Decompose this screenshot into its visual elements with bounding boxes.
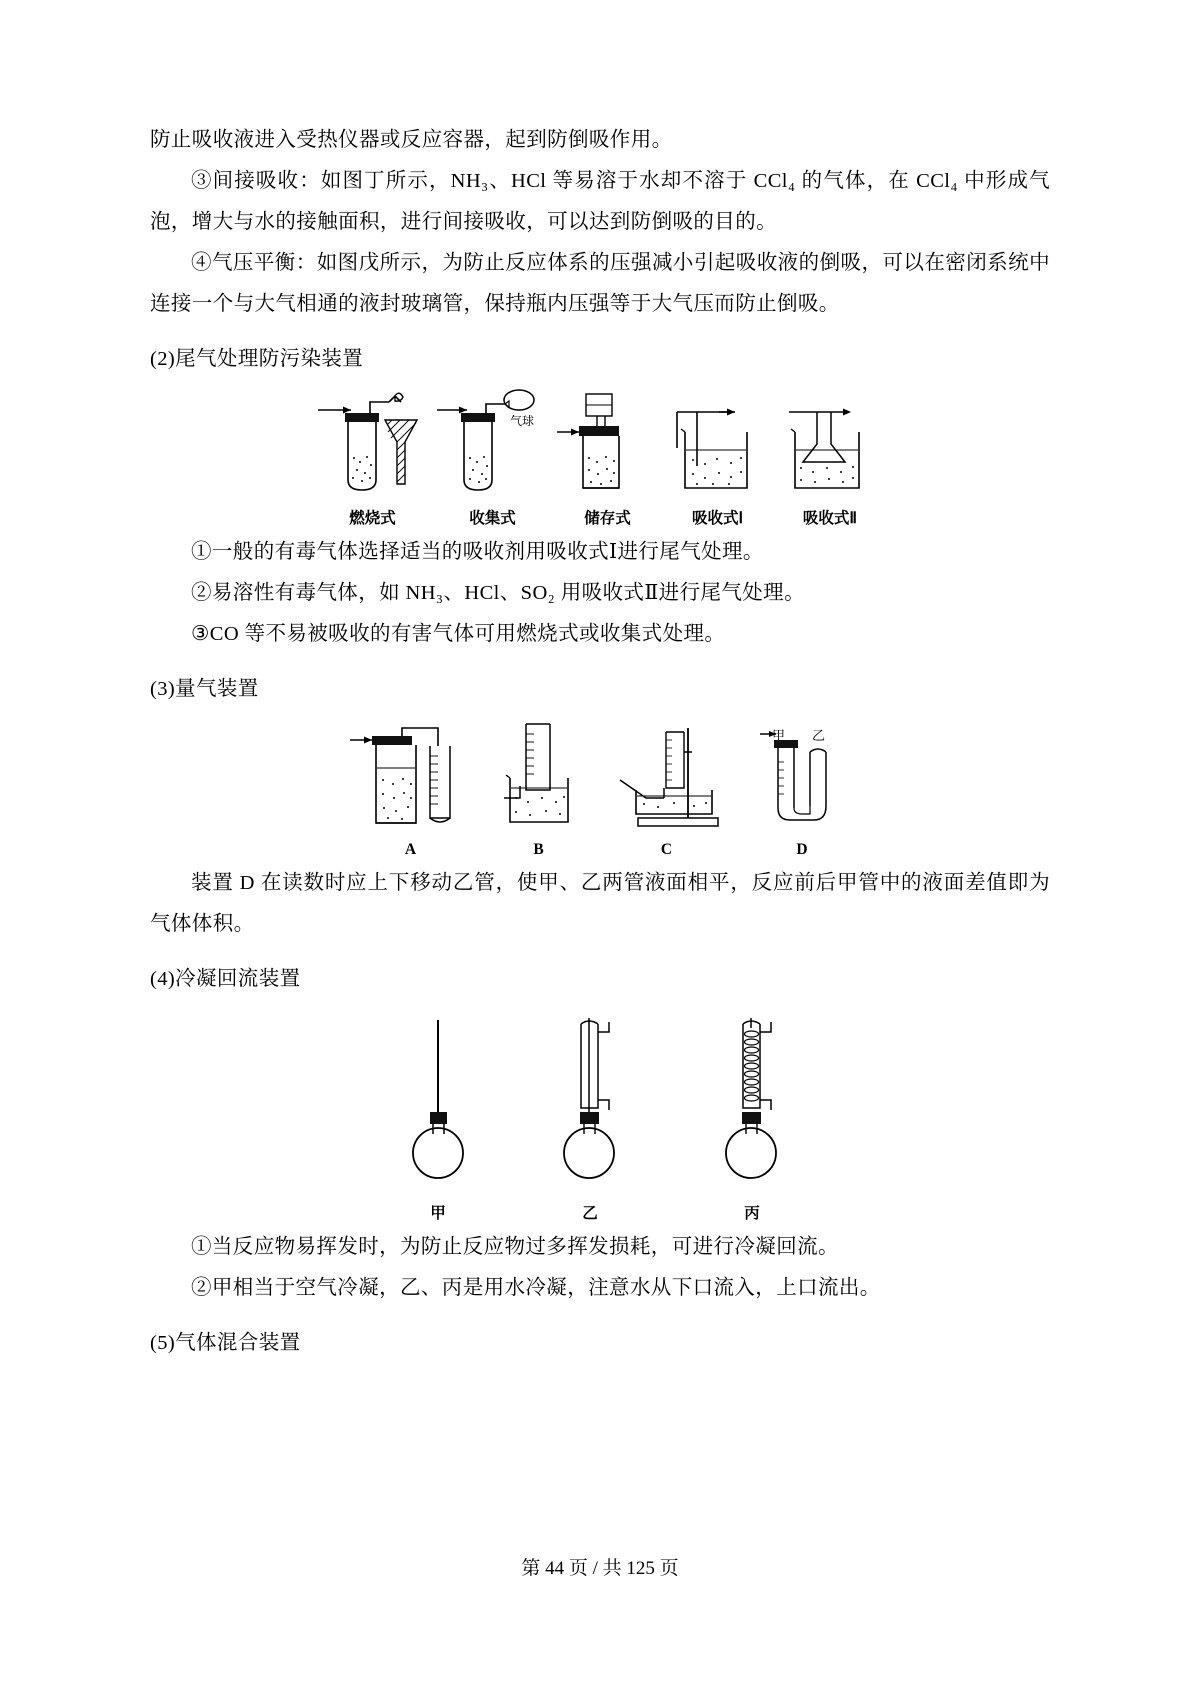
- figure-caption: A: [404, 841, 417, 858]
- water-condenser-straight-drawing: [545, 1008, 635, 1198]
- section-2-note-2: ②易溶性有毒气体，如 NH₃、HCl、SO₂ 用吸收式Ⅱ进行尾气处理。: [191, 582, 805, 604]
- storage-device-drawing: [553, 388, 663, 503]
- water-condenser-coil-drawing: [707, 1008, 797, 1198]
- combustion-device-drawing: [313, 388, 433, 503]
- figure-reflux-bing: [707, 1008, 797, 1223]
- paragraph-3: ④气压平衡：如图戊所示，为防止反应体系的压强减小引起吸收液的倒吸，可以在密闭系统中连接一个与大气相通的液封玻璃管，保持瓶内压强等于大气压而防止倒吸。: [150, 252, 1050, 315]
- absorption-1-drawing: [663, 388, 773, 503]
- figure-reflux-yi: [545, 1008, 635, 1223]
- figure-device-d: [750, 718, 855, 859]
- section-4-note-1: ①当反应物易挥发时，为防止反应物过多挥发损耗，可进行冷凝回流。: [191, 1236, 839, 1258]
- figure-caption: 甲: [430, 1205, 446, 1222]
- figure-caption: 丙: [744, 1205, 760, 1222]
- figure-caption: 吸收式Ⅱ: [802, 510, 858, 527]
- device-a-drawing: [346, 718, 476, 838]
- figure-device-c: [602, 718, 732, 859]
- section-4-note-2: ②甲相当于空气冷凝，乙、丙是用水冷凝，注意水从下口流入，上口流出。: [191, 1277, 881, 1299]
- air-condenser-drawing: [403, 1008, 473, 1198]
- section-2-heading: (2)尾气处理防污染装置: [150, 348, 364, 370]
- section-5-heading: (5)气体混合装置: [150, 1332, 301, 1354]
- device-c-drawing: [602, 718, 732, 838]
- figure-caption: 收集式: [469, 510, 516, 527]
- section-2-note-3: ③CO 等不易被吸收的有害气体可用燃烧式或收集式处理。: [191, 623, 726, 645]
- figure-combustion-type: [313, 388, 433, 528]
- paragraph-1: 防止吸收液进入受热仪器或反应容器，起到防倒吸作用。: [150, 129, 673, 151]
- figure-tail-gas-devices: [150, 388, 1050, 528]
- section-4-heading: (4)冷凝回流装置: [150, 968, 301, 990]
- device-d-drawing: [750, 718, 855, 838]
- svg-text:甲: 甲: [771, 728, 785, 743]
- section-2-note-1: ①一般的有毒气体选择适当的吸收剂用吸收式Ⅰ进行尾气处理。: [191, 541, 764, 563]
- svg-text:气球: 气球: [509, 414, 534, 428]
- figure-caption: B: [533, 841, 544, 858]
- figure-absorption-type-2: [773, 388, 888, 528]
- absorption-2-drawing: [773, 388, 888, 503]
- figure-collection-type: [433, 388, 553, 528]
- figure-caption: 燃烧式: [349, 510, 396, 527]
- section-3-heading: (3)量气装置: [150, 678, 259, 700]
- figure-caption: D: [796, 841, 808, 858]
- section-3-text: 装置 D 在读数时应上下移动乙管，使甲、乙两管液面相平，反应前后甲管中的液面差值即为气体体积。: [150, 872, 1050, 935]
- figure-caption: 乙: [582, 1205, 598, 1222]
- svg-text:乙: 乙: [811, 728, 825, 743]
- figure-device-a: [346, 718, 476, 859]
- figure-device-b: [494, 718, 584, 859]
- page-footer: 第 44 页 / 共 125 页: [521, 1558, 679, 1579]
- figure-caption: 吸收式Ⅰ: [691, 510, 744, 527]
- figure-reflux-jia: [403, 1008, 473, 1223]
- figure-gas-measuring-devices: [150, 718, 1050, 859]
- figure-condensing-reflux-devices: [150, 1008, 1050, 1223]
- figure-caption: C: [660, 841, 673, 858]
- figure-caption: 储存式: [584, 510, 631, 527]
- paragraph-2: ③间接吸收：如图丁所示，NH₃、HCl 等易溶于水却不溶于 CCl₄ 的气体，在 CCl₄ 中形成气泡，增大与水的接触面积，进行间接吸收，可以达到防倒吸的目的。: [150, 170, 1050, 233]
- device-b-drawing: [494, 718, 584, 838]
- figure-storage-type: [553, 388, 663, 528]
- figure-absorption-type-1: [663, 388, 773, 528]
- collection-device-drawing: [433, 388, 553, 503]
